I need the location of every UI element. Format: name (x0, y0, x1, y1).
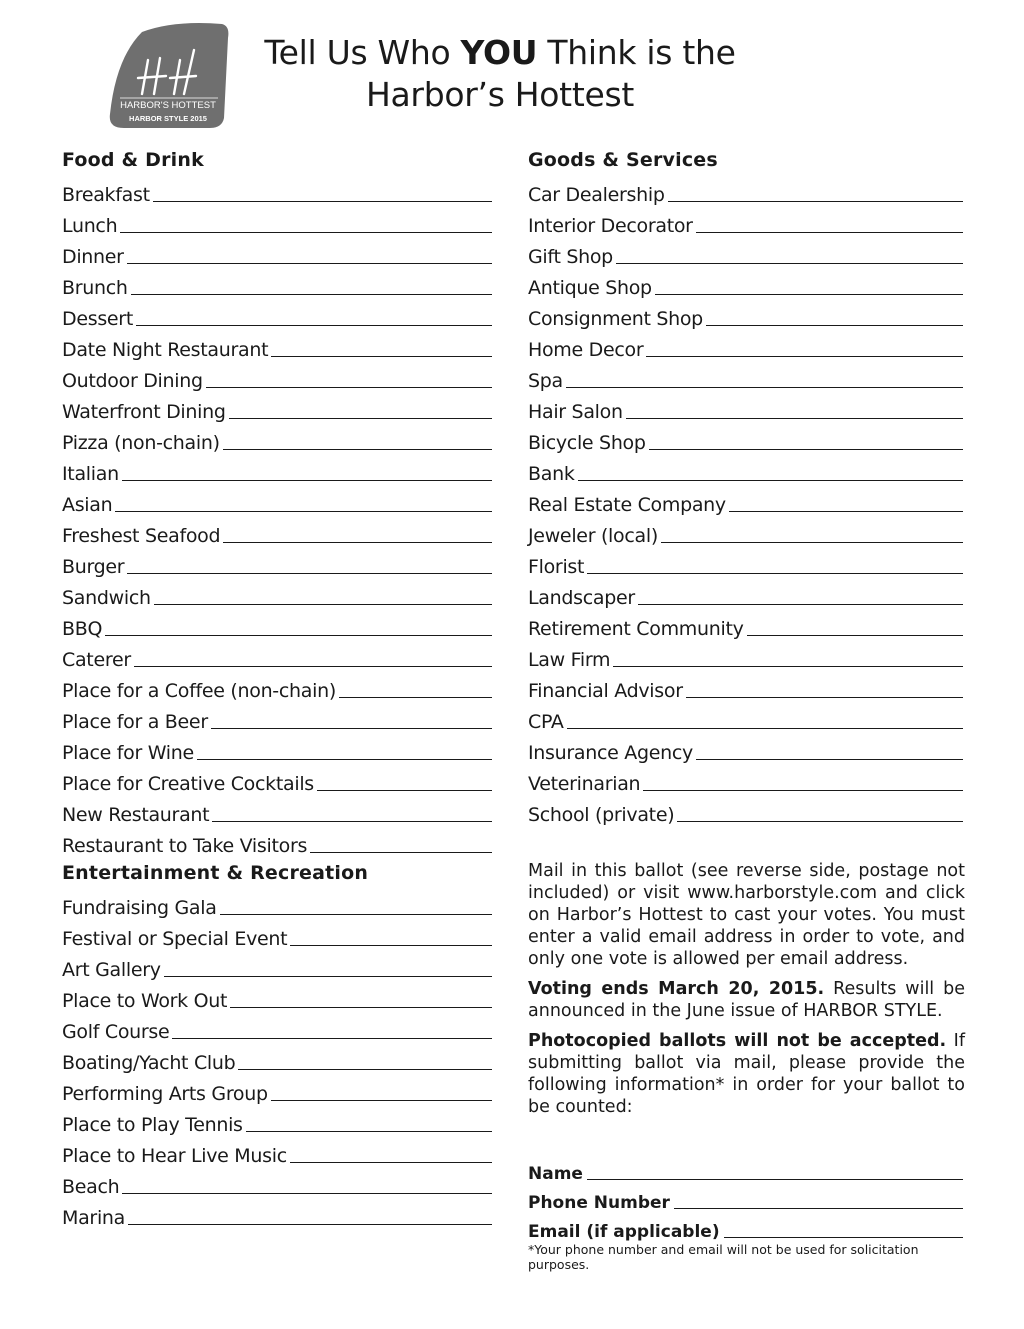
category-label: Email (if applicable) (528, 1222, 720, 1242)
ballot-row-phone-number (528, 1184, 963, 1213)
write-in-line[interactable] (122, 1193, 492, 1194)
ballot-row-dessert (62, 300, 492, 331)
category-label: Date Night Restaurant (62, 339, 269, 361)
ballot-row-landscaper (528, 579, 963, 610)
ballot-row-golf-course (62, 1013, 492, 1044)
write-in-line[interactable] (220, 914, 492, 915)
ballot-row-consignment-shop (528, 300, 963, 331)
category-label: Jeweler (local) (528, 525, 658, 547)
food-drink-list (62, 176, 492, 858)
ballot-row-boating-yacht-club (62, 1044, 492, 1075)
ballot-row-place-for-a-beer (62, 703, 492, 734)
write-in-line[interactable] (686, 697, 963, 698)
write-in-line[interactable] (696, 232, 963, 233)
ballot-row-financial-advisor (528, 672, 963, 703)
goods-services-list (528, 176, 963, 827)
ballot-row-bbq (62, 610, 492, 641)
write-in-line[interactable] (271, 1100, 492, 1101)
write-in-line[interactable] (616, 263, 963, 264)
category-label: Phone Number (528, 1193, 670, 1213)
ballot-row-place-to-play-tennis (62, 1106, 492, 1137)
ballot-row-brunch (62, 269, 492, 300)
ballot-row-beach (62, 1168, 492, 1199)
category-label: Brunch (62, 277, 128, 299)
write-in-line[interactable] (164, 976, 492, 977)
ballot-row-florist (528, 548, 963, 579)
category-label: New Restaurant (62, 804, 210, 826)
category-label: Place to Work Out (62, 990, 228, 1012)
category-label: Breakfast (62, 184, 150, 206)
write-in-line[interactable] (223, 542, 492, 543)
write-in-line[interactable] (105, 635, 492, 636)
logo-badge-shape (110, 23, 229, 128)
ballot-row-place-to-work-out (62, 982, 492, 1013)
ballot-row-jeweler-local (528, 517, 963, 548)
category-label: Florist (528, 556, 585, 578)
ballot-row-place-for-a-coffee-non-chain (62, 672, 492, 703)
ballot-row-breakfast (62, 176, 492, 207)
write-in-line[interactable] (120, 232, 492, 233)
category-label: Retirement Community (528, 618, 744, 640)
write-in-line[interactable] (153, 201, 492, 202)
category-label: Antique Shop (528, 277, 652, 299)
write-in-line[interactable] (154, 604, 492, 605)
category-label: Home Decor (528, 339, 644, 361)
category-label: Golf Course (62, 1021, 170, 1043)
category-label: Spa (528, 370, 563, 392)
category-label: Bank (528, 463, 575, 485)
write-in-line[interactable] (729, 511, 963, 512)
write-in-line[interactable] (706, 325, 963, 326)
ballot-row-pizza-non-chain (62, 424, 492, 455)
ballot-row-festival-or-special-event (62, 920, 492, 951)
category-label: Place for Wine (62, 742, 194, 764)
write-in-line[interactable] (136, 325, 492, 326)
right-column (528, 145, 963, 827)
category-label: Beach (62, 1176, 120, 1198)
write-in-line[interactable] (638, 604, 963, 605)
ballot-row-real-estate-company (528, 486, 963, 517)
ballot-row-home-decor (528, 331, 963, 362)
category-label: Interior Decorator (528, 215, 693, 237)
write-in-line[interactable] (626, 418, 963, 419)
write-in-line[interactable] (206, 387, 492, 388)
category-label: Dinner (62, 246, 124, 268)
entertainment-list (62, 889, 492, 1230)
category-label: Financial Advisor (528, 680, 683, 702)
category-label: Insurance Agency (528, 742, 693, 764)
harbors-hottest-logo (104, 18, 232, 130)
ballot-instructions (528, 860, 965, 1126)
category-label: Fundraising Gala (62, 897, 217, 919)
write-in-line[interactable] (211, 728, 492, 729)
ballot-row-performing-arts-group (62, 1075, 492, 1106)
ballot-row-car-dealership (528, 176, 963, 207)
write-in-line[interactable] (229, 418, 492, 419)
category-label: Outdoor Dining (62, 370, 203, 392)
category-label: Hair Salon (528, 401, 623, 423)
category-label: Veterinarian (528, 773, 641, 795)
ballot-row-place-for-creative-cocktails (62, 765, 492, 796)
logo-name: HARBOR'S HOTTEST (120, 100, 216, 111)
logo-subtitle: HARBOR STYLE 2015 (129, 114, 207, 123)
instructions-paragraph-1: Mail in this ballot (see reverse side, postage not included) or visit www.harborstyle.com and click on Harbor’s Hottest to cast your votes. You must enter a valid email address in order to vote, and only one vote is allowed per email address. (528, 861, 965, 969)
write-in-line[interactable] (212, 821, 492, 822)
write-in-line[interactable] (567, 728, 963, 729)
ballot-row-law-firm (528, 641, 963, 672)
category-label: Burger (62, 556, 125, 578)
ballot-row-asian (62, 486, 492, 517)
category-label: Place for a Coffee (non-chain) (62, 680, 336, 702)
category-label: BBQ (62, 618, 103, 640)
write-in-line[interactable] (317, 790, 492, 791)
category-label: Pizza (non-chain) (62, 432, 220, 454)
write-in-line[interactable] (655, 294, 963, 295)
write-in-line[interactable] (661, 542, 963, 543)
category-label: School (private) (528, 804, 675, 826)
ballot-row-gift-shop (528, 238, 963, 269)
category-label: Gift Shop (528, 246, 613, 268)
category-label: Place for a Beer (62, 711, 208, 733)
category-label: Law Firm (528, 649, 611, 671)
title-line-1: Tell Us Who YOU Think is the (264, 33, 736, 72)
ballot-row-burger (62, 548, 492, 579)
ballot-row-veterinarian (528, 765, 963, 796)
write-in-line[interactable] (310, 852, 492, 853)
write-in-line[interactable] (646, 356, 963, 357)
ballot-row-place-for-wine (62, 734, 492, 765)
category-label: Italian (62, 463, 119, 485)
ballot-row-waterfront-dining (62, 393, 492, 424)
page-title (250, 32, 750, 116)
ballot-row-lunch (62, 207, 492, 238)
category-label: Boating/Yacht Club (62, 1052, 236, 1074)
ballot-row-new-restaurant (62, 796, 492, 827)
category-label: Marina (62, 1207, 126, 1229)
category-label: Caterer (62, 649, 131, 671)
write-in-line[interactable] (197, 759, 492, 760)
category-label: Real Estate Company (528, 494, 726, 516)
contact-fields (528, 1155, 963, 1242)
write-in-line[interactable] (613, 666, 963, 667)
category-label: Performing Arts Group (62, 1083, 268, 1105)
write-in-line[interactable] (696, 759, 963, 760)
ballot-row-spa (528, 362, 963, 393)
ballot-row-freshest-seafood (62, 517, 492, 548)
ballot-row-caterer (62, 641, 492, 672)
category-label: Place to Hear Live Music (62, 1145, 287, 1167)
write-in-line[interactable] (271, 356, 492, 357)
category-label: CPA (528, 711, 564, 733)
write-in-line[interactable] (587, 1179, 963, 1180)
write-in-line[interactable] (115, 511, 492, 512)
write-in-line[interactable] (668, 201, 963, 202)
write-in-line[interactable] (290, 1162, 492, 1163)
category-label: Bicycle Shop (528, 432, 646, 454)
ballot-row-sandwich (62, 579, 492, 610)
category-label: Landscaper (528, 587, 635, 609)
ballot-row-marina (62, 1199, 492, 1230)
write-in-line[interactable] (290, 945, 492, 946)
write-in-line[interactable] (230, 1007, 492, 1008)
write-in-line[interactable] (223, 449, 492, 450)
write-in-line[interactable] (578, 480, 963, 481)
ballot-row-name (528, 1155, 963, 1184)
category-label: Freshest Seafood (62, 525, 221, 547)
ballot-row-fundraising-gala (62, 889, 492, 920)
category-label: Lunch (62, 215, 118, 237)
category-label: Asian (62, 494, 113, 516)
food-drink-heading: Food & Drink (62, 149, 204, 171)
write-in-line[interactable] (747, 635, 963, 636)
category-label: Art Gallery (62, 959, 161, 981)
category-label: Place to Play Tennis (62, 1114, 243, 1136)
write-in-line[interactable] (643, 790, 963, 791)
title-line-2: Harbor’s Hottest (366, 75, 634, 114)
category-label: Name (528, 1164, 583, 1184)
ballot-row-hair-salon (528, 393, 963, 424)
ballot-row-school-private (528, 796, 963, 827)
write-in-line[interactable] (172, 1038, 492, 1039)
instructions-paragraph-3: Photocopied ballots will not be accepted. If submitting ballot via mail, please provide the following information* in order for your ballot to be counted: (528, 1031, 965, 1117)
instructions-paragraph-2: Voting ends March 20, 2015. Results will be announced in the June issue of HARBOR STYLE. (528, 979, 965, 1021)
category-label: Waterfront Dining (62, 401, 226, 423)
category-label: Sandwich (62, 587, 151, 609)
ballot-row-antique-shop (528, 269, 963, 300)
write-in-line[interactable] (649, 449, 963, 450)
write-in-line[interactable] (339, 697, 492, 698)
left-column (62, 145, 492, 1230)
ballot-row-retirement-community (528, 610, 963, 641)
ballot-row-cpa (528, 703, 963, 734)
ballot-row-art-gallery (62, 951, 492, 982)
category-label: Dessert (62, 308, 133, 330)
write-in-line[interactable] (587, 573, 963, 574)
write-in-line[interactable] (566, 387, 963, 388)
write-in-line[interactable] (674, 1208, 963, 1209)
ballot-row-interior-decorator (528, 207, 963, 238)
ballot-row-insurance-agency (528, 734, 963, 765)
write-in-line[interactable] (122, 480, 492, 481)
ballot-row-bank (528, 455, 963, 486)
ballot-row-outdoor-dining (62, 362, 492, 393)
ballot-row-date-night-restaurant (62, 331, 492, 362)
category-label: Festival or Special Event (62, 928, 288, 950)
category-label: Restaurant to Take Visitors (62, 835, 308, 857)
goods-services-heading: Goods & Services (528, 149, 718, 171)
ballot-row-dinner (62, 238, 492, 269)
category-label: Car Dealership (528, 184, 665, 206)
write-in-line[interactable] (238, 1069, 492, 1070)
write-in-line[interactable] (246, 1131, 492, 1132)
write-in-line[interactable] (724, 1237, 963, 1238)
write-in-line[interactable] (127, 263, 492, 264)
write-in-line[interactable] (127, 573, 492, 574)
write-in-line[interactable] (677, 821, 963, 822)
ballot-row-place-to-hear-live-music (62, 1137, 492, 1168)
entertainment-heading: Entertainment & Recreation (62, 862, 369, 884)
write-in-line[interactable] (131, 294, 492, 295)
category-label: Consignment Shop (528, 308, 703, 330)
write-in-line[interactable] (134, 666, 492, 667)
write-in-line[interactable] (128, 1224, 492, 1225)
ballot-row-bicycle-shop (528, 424, 963, 455)
category-label: Place for Creative Cocktails (62, 773, 314, 795)
ballot-row-email-if-applicable (528, 1213, 963, 1242)
ballot-row-restaurant-to-take-visitors (62, 827, 492, 858)
ballot-row-italian (62, 455, 492, 486)
footnote: *Your phone number and email will not be used for solicitation purposes. (528, 1242, 919, 1272)
